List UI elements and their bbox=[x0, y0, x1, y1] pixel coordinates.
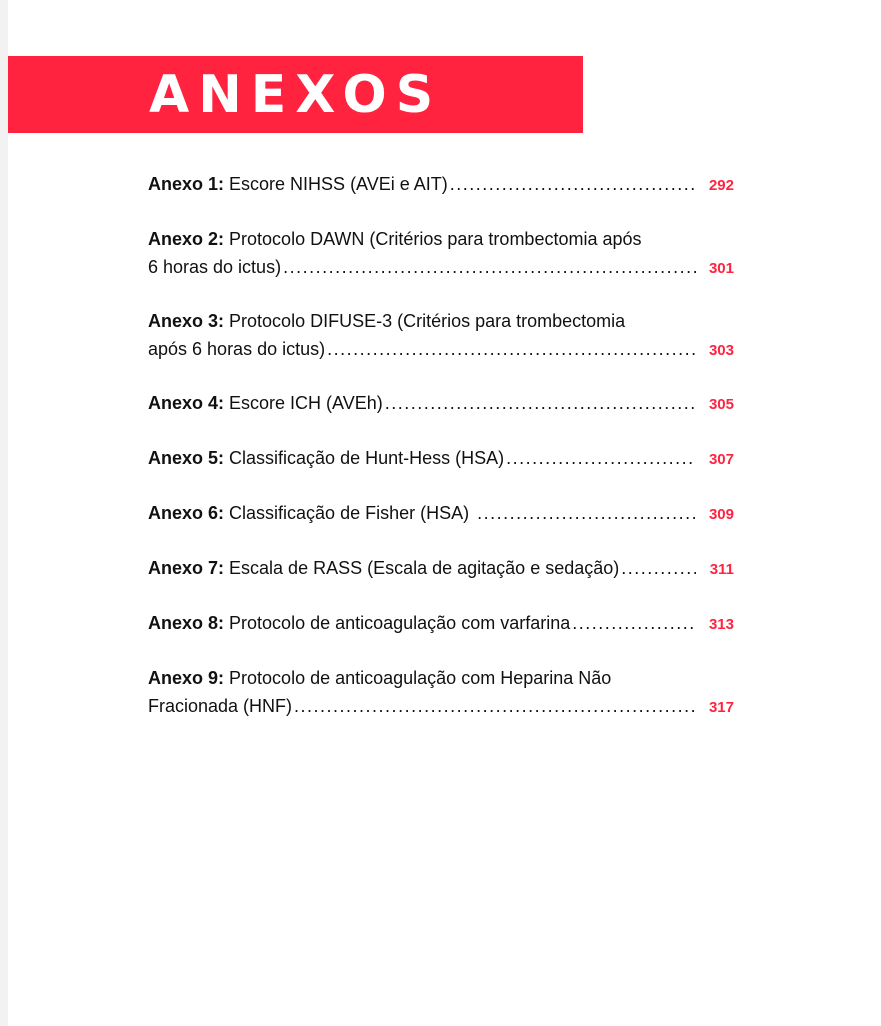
toc-entry-line bbox=[148, 225, 748, 253]
toc-entry-title: Classificação de Fisher (HSA) bbox=[229, 503, 470, 523]
toc-entry-title-continued: Fracionada (HNF) bbox=[148, 696, 293, 716]
toc-entry-page: 305 bbox=[708, 396, 734, 413]
dot-leader bbox=[621, 554, 696, 582]
toc-entry-page: 311 bbox=[709, 561, 734, 578]
dot-leader bbox=[327, 335, 696, 363]
toc-entry-8[interactable] bbox=[148, 609, 748, 639]
toc-entry-line bbox=[148, 307, 748, 335]
toc-entry-3[interactable] bbox=[148, 307, 748, 365]
page-left-edge bbox=[0, 0, 8, 1026]
toc-entry-2[interactable] bbox=[148, 225, 748, 283]
toc-entry-title: Escore ICH (AVEh) bbox=[229, 393, 383, 413]
section-title: ANEXOS bbox=[149, 65, 443, 125]
toc-entry-title: Protocolo de anticoagulação com Heparina Não bbox=[229, 668, 612, 688]
toc-entry-title: Protocolo DAWN (Critérios para trombectomia após bbox=[229, 229, 642, 249]
toc-entry-line bbox=[148, 389, 748, 419]
toc-entry-page: 292 bbox=[708, 177, 734, 194]
section-banner bbox=[8, 56, 583, 133]
toc-entry-page: 309 bbox=[708, 506, 734, 523]
dot-leader bbox=[477, 499, 696, 527]
toc-entry-label: Anexo 9: bbox=[148, 668, 225, 688]
toc-entry-title: Protocolo de anticoagulação com varfarina bbox=[229, 613, 571, 633]
toc-entry-line bbox=[148, 692, 748, 722]
toc-entry-label: Anexo 4: bbox=[148, 393, 225, 413]
toc-entry-title-continued: após 6 horas do ictus) bbox=[148, 339, 326, 359]
toc-entry-9[interactable] bbox=[148, 664, 748, 722]
dot-leader bbox=[294, 692, 696, 720]
toc-entry-line bbox=[148, 554, 748, 584]
toc-entry-6[interactable] bbox=[148, 499, 748, 529]
toc-entry-label: Anexo 2: bbox=[148, 229, 225, 249]
dot-leader bbox=[385, 389, 696, 417]
toc-entry-line bbox=[148, 664, 748, 692]
toc-entry-title: Escala de RASS (Escala de agitação e sedação) bbox=[229, 558, 620, 578]
toc-entry-page: 301 bbox=[708, 260, 734, 277]
toc-entry-line bbox=[148, 253, 748, 283]
toc-entry-1[interactable] bbox=[148, 170, 748, 200]
dot-leader bbox=[572, 609, 696, 637]
toc-entry-title: Protocolo DIFUSE-3 (Critérios para trombectomia bbox=[229, 311, 626, 331]
toc-entry-page: 307 bbox=[708, 451, 734, 468]
toc-entry-line bbox=[148, 609, 748, 639]
toc-entry-line bbox=[148, 170, 748, 200]
toc-entry-line bbox=[148, 444, 748, 474]
dot-leader bbox=[283, 253, 696, 281]
dot-leader bbox=[450, 170, 696, 198]
dot-leader bbox=[506, 444, 696, 472]
toc-entry-page: 303 bbox=[708, 342, 734, 359]
toc-entry-label: Anexo 5: bbox=[148, 448, 225, 468]
toc-entry-page: 313 bbox=[708, 616, 734, 633]
toc-entry-label: Anexo 8: bbox=[148, 613, 225, 633]
toc-entry-label: Anexo 1: bbox=[148, 174, 225, 194]
toc-entry-title: Escore NIHSS (AVEi e AIT) bbox=[229, 174, 448, 194]
toc-entry-label: Anexo 6: bbox=[148, 503, 225, 523]
toc-entry-7[interactable] bbox=[148, 554, 748, 584]
toc-entry-label: Anexo 3: bbox=[148, 311, 225, 331]
toc-entry-label: Anexo 7: bbox=[148, 558, 225, 578]
toc-entry-line bbox=[148, 499, 748, 529]
toc-entry-page: 317 bbox=[708, 699, 734, 716]
toc-entry-line bbox=[148, 335, 748, 365]
toc-entry-4[interactable] bbox=[148, 389, 748, 419]
toc-entry-title-continued: 6 horas do ictus) bbox=[148, 257, 282, 277]
toc-entry-5[interactable] bbox=[148, 444, 748, 474]
toc-entry-title: Classificação de Hunt-Hess (HSA) bbox=[229, 448, 505, 468]
